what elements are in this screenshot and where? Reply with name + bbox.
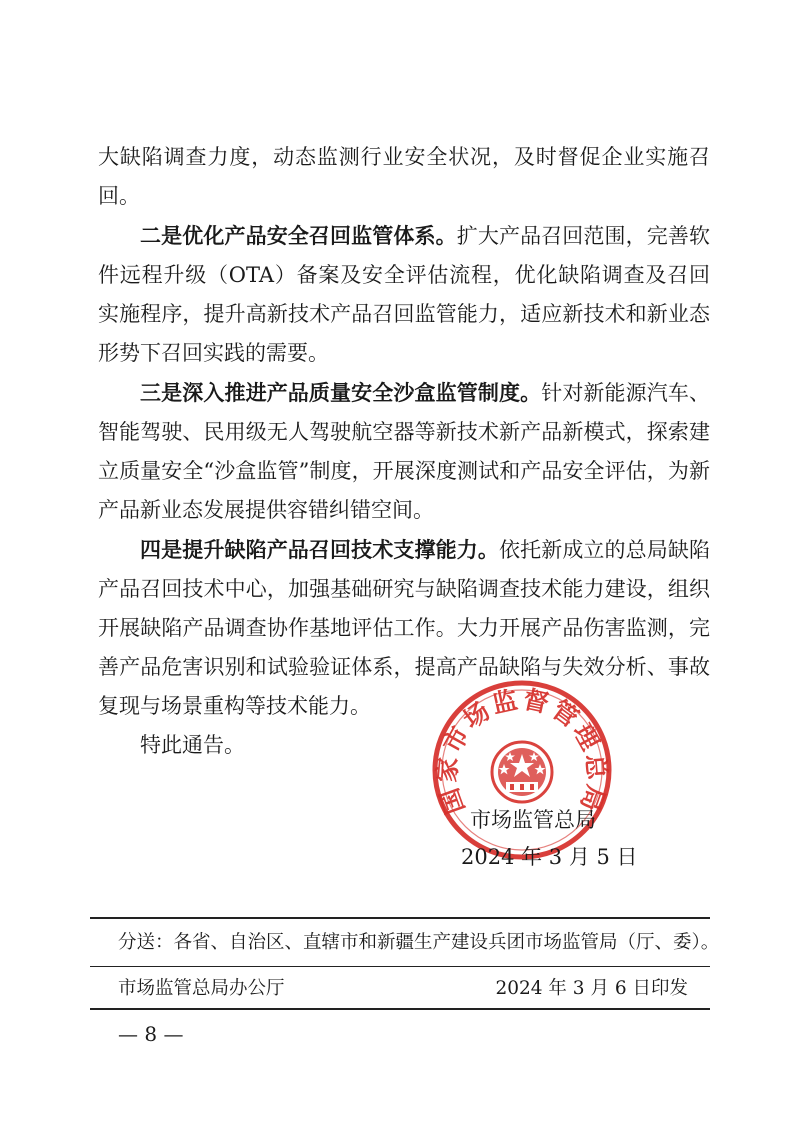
seal-text: 国家市场监督管理总局 (434, 686, 610, 818)
national-emblem-icon (492, 742, 552, 802)
issuing-office: 市场监管总局办公厅 (118, 978, 285, 999)
footer-rule-middle (90, 966, 710, 967)
footer-rule-top (90, 917, 710, 919)
document-body (98, 138, 710, 765)
signing-date: 2024 年 3 月 5 日 (461, 845, 638, 869)
paragraph-lead: 三是深入推进产品质量安全沙盒监管制度。 (140, 380, 542, 405)
paragraph-text: 特此通告。 (140, 733, 245, 757)
paragraph-lead: 二是优化产品安全召回监管体系。 (140, 223, 457, 248)
paragraph-continuation (98, 138, 710, 216)
paragraph-closing (98, 726, 710, 765)
signing-organization: 市场监管总局 (470, 808, 596, 832)
paragraph-tech-support (98, 530, 710, 726)
official-seal (430, 678, 614, 862)
paragraph-lead: 四是提升缺陷产品召回技术支撑能力。 (140, 537, 499, 562)
paragraph-text: 大缺陷调查力度，动态监测行业安全状况，及时督促企业实施召回。 (98, 145, 710, 208)
paragraph-text: 针对新能源汽车、智能驾驶、民用级无人驾驶航空器等新技术新产品新模式，探索建立质量安全“沙盒监管”制度，开展深度测试和产品安全评估，为新产品新业态发展提供容错纠错空间。 (98, 381, 711, 522)
distribution-list: 分送：各省、自治区、直辖市和新疆生产建设兵团市场监管局（厅、委）。 (118, 932, 720, 953)
footer-rule-bottom (90, 1008, 710, 1010)
page-number: — 8 — (118, 1022, 184, 1046)
paragraph-text: 扩大产品召回范围，完善软件远程升级（OTA）备案及安全评估流程，优化缺陷调查及召回实施程序，提升高新技术产品召回监管能力，适应新技术和新业态形势下召回实践的需要。 (98, 224, 711, 365)
print-date: 2024 年 3 月 6 日印发 (495, 978, 688, 999)
seal-graphic (430, 678, 614, 862)
paragraph-text: 依托新成立的总局缺陷产品召回技术中心，加强基础研究与缺陷调查技术能力建设，组织开展缺陷产品调查协作基地评估工作。大力开展产品伤害监测，完善产品危害识别和试验验证体系，提高产品缺陷与失效分析、事故复现与场景重构等技术能力。 (98, 538, 711, 718)
paragraph-sandbox (98, 373, 710, 530)
paragraph-recall-system (98, 216, 710, 373)
